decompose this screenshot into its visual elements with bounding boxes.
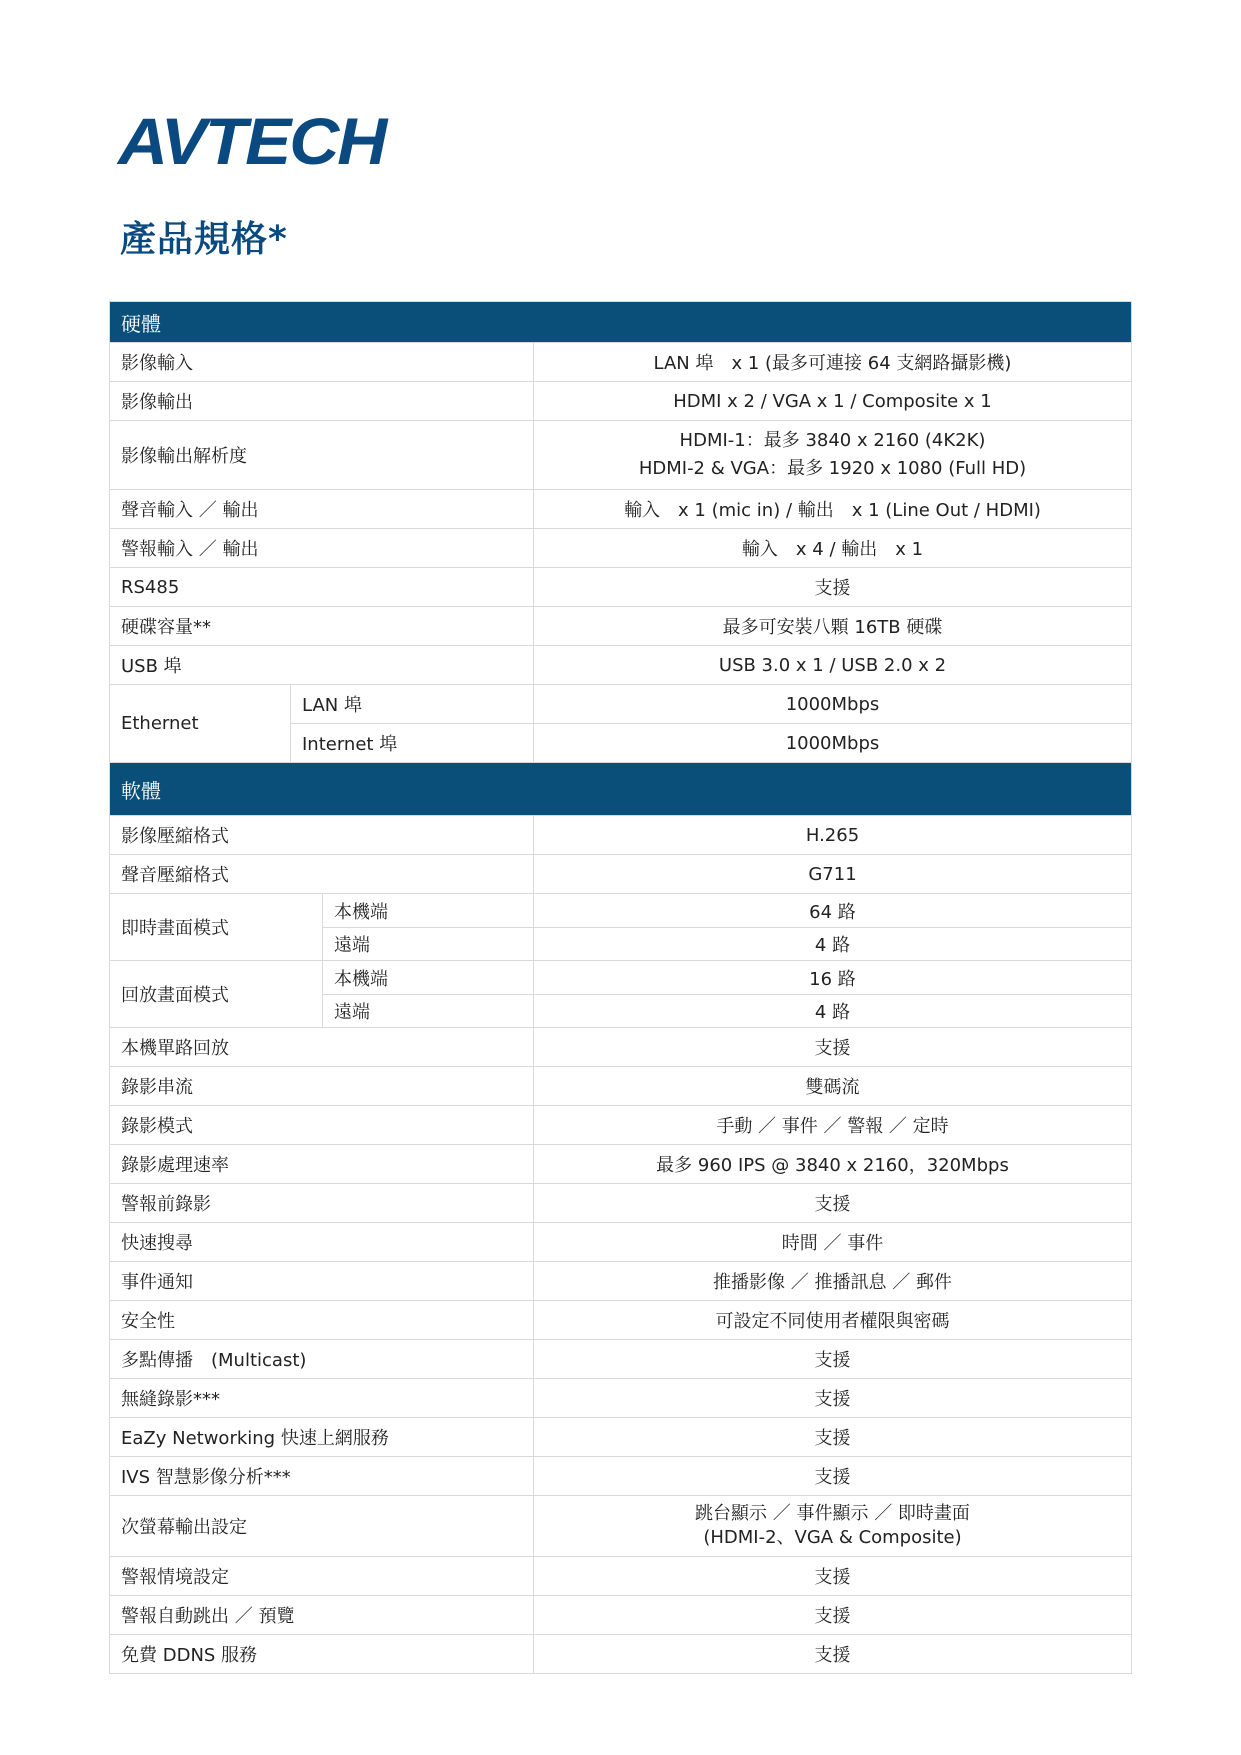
section-header-hardware	[110, 302, 1132, 343]
spec-value: 推播影像 ／ 推播訊息 ／ 郵件	[534, 1262, 1132, 1301]
spec-label: 警報前錄影	[110, 1184, 534, 1223]
spec-sublabel: 遠端	[323, 928, 534, 961]
spec-label: USB 埠	[110, 646, 534, 685]
spec-value: 支援	[534, 1596, 1132, 1635]
spec-label: 次螢幕輸出設定	[110, 1496, 534, 1557]
spec-value: 支援	[534, 1557, 1132, 1596]
spec-value: 支援	[534, 1028, 1132, 1067]
table-row	[110, 1028, 1132, 1067]
spec-value-line: (HDMI-2、VGA & Composite)	[703, 1527, 962, 1548]
section-header-software	[110, 763, 1132, 816]
spec-value: 支援	[534, 568, 1132, 607]
spec-label: 本機單路回放	[110, 1028, 534, 1067]
spec-label: 聲音輸入 ／ 輸出	[110, 490, 534, 529]
table-row	[110, 685, 1132, 724]
brand-name: AVTECH	[118, 104, 386, 178]
table-row	[110, 816, 1132, 855]
table-row	[110, 1596, 1132, 1635]
table-row	[110, 1379, 1132, 1418]
spec-label: 影像輸出	[110, 382, 534, 421]
spec-value: 支援	[534, 1418, 1132, 1457]
spec-value: 最多可安裝八顆 16TB 硬碟	[534, 607, 1132, 646]
table-row	[110, 607, 1132, 646]
spec-sublabel: LAN 埠	[291, 685, 534, 724]
avtech-logo	[118, 104, 386, 178]
table-row	[110, 1496, 1132, 1557]
spec-label: 聲音壓縮格式	[110, 855, 534, 894]
spec-label: EaZy Networking 快速上網服務	[110, 1418, 534, 1457]
spec-label: RS485	[110, 568, 534, 607]
spec-label: 即時畫面模式	[110, 894, 323, 961]
spec-value: 支援	[534, 1340, 1132, 1379]
spec-value	[534, 1496, 1132, 1557]
table-row	[110, 894, 1132, 928]
spec-value: HDMI x 2 / VGA x 1 / Composite x 1	[534, 382, 1132, 421]
spec-label: 警報情境設定	[110, 1557, 534, 1596]
spec-label: 無縫錄影***	[110, 1379, 534, 1418]
spec-label: 快速搜尋	[110, 1223, 534, 1262]
spec-value: 4 路	[534, 995, 1132, 1028]
spec-label: 警報自動跳出 ／ 預覽	[110, 1596, 534, 1635]
table-row	[110, 1340, 1132, 1379]
spec-value: 時間 ／ 事件	[534, 1223, 1132, 1262]
table-row	[110, 490, 1132, 529]
spec-value: 最多 960 IPS @ 3840 x 2160，320Mbps	[534, 1145, 1132, 1184]
table-row	[110, 529, 1132, 568]
spec-sublabel: 本機端	[323, 961, 534, 995]
table-row	[110, 382, 1132, 421]
table-row	[110, 1223, 1132, 1262]
section-title: 軟體	[110, 763, 1132, 816]
table-row	[110, 961, 1132, 995]
spec-value: 4 路	[534, 928, 1132, 961]
spec-value: 1000Mbps	[534, 685, 1132, 724]
spec-label: 免費 DDNS 服務	[110, 1635, 534, 1674]
spec-value-line: HDMI-2 & VGA：最多 1920 x 1080 (Full HD)	[638, 458, 1027, 479]
spec-value-line: 跳台顯示 ／ 事件顯示 ／ 即時畫面	[695, 1503, 970, 1524]
spec-value: G711	[534, 855, 1132, 894]
spec-label: 影像輸出解析度	[110, 421, 534, 490]
spec-value: 1000Mbps	[534, 724, 1132, 763]
spec-value: 16 路	[534, 961, 1132, 995]
spec-value: 手動 ／ 事件 ／ 警報 ／ 定時	[534, 1106, 1132, 1145]
spec-label: 錄影模式	[110, 1106, 534, 1145]
table-row	[110, 1184, 1132, 1223]
spec-value: 雙碼流	[534, 1067, 1132, 1106]
table-row	[110, 855, 1132, 894]
spec-value: USB 3.0 x 1 / USB 2.0 x 2	[534, 646, 1132, 685]
table-row	[110, 1262, 1132, 1301]
spec-value	[534, 421, 1132, 490]
table-row	[110, 1145, 1132, 1184]
table-row	[110, 421, 1132, 490]
spec-label: Ethernet	[110, 685, 291, 763]
spec-label: 錄影處理速率	[110, 1145, 534, 1184]
spec-sublabel: 本機端	[323, 894, 534, 928]
table-row	[110, 1418, 1132, 1457]
section-title: 硬體	[110, 302, 1132, 343]
spec-sublabel: Internet 埠	[291, 724, 534, 763]
table-row	[110, 1067, 1132, 1106]
table-row	[110, 1635, 1132, 1674]
spec-label: 多點傳播 (Multicast)	[110, 1340, 534, 1379]
spec-label: 安全性	[110, 1301, 534, 1340]
table-row	[110, 1301, 1132, 1340]
spec-value: 可設定不同使用者權限與密碼	[534, 1301, 1132, 1340]
spec-label: 事件通知	[110, 1262, 534, 1301]
spec-sublabel: 遠端	[323, 995, 534, 1028]
spec-value: 支援	[534, 1184, 1132, 1223]
page-title: 產品規格*	[120, 219, 288, 260]
table-row	[110, 646, 1132, 685]
table-row	[110, 1557, 1132, 1596]
spec-label: 硬碟容量**	[110, 607, 534, 646]
spec-table	[109, 301, 1132, 1674]
table-row	[110, 1457, 1132, 1496]
spec-value-line: HDMI-1：最多 3840 x 2160 (4K2K)	[679, 430, 986, 451]
spec-value: 輸入 x 1 (mic in) / 輸出 x 1 (Line Out / HDMI)	[534, 490, 1132, 529]
spec-value: 支援	[534, 1457, 1132, 1496]
spec-label: IVS 智慧影像分析***	[110, 1457, 534, 1496]
spec-value: 輸入 x 4 / 輸出 x 1	[534, 529, 1132, 568]
spec-label: 警報輸入 ／ 輸出	[110, 529, 534, 568]
spec-label: 影像壓縮格式	[110, 816, 534, 855]
table-row	[110, 568, 1132, 607]
spec-value: H.265	[534, 816, 1132, 855]
spec-value: LAN 埠 x 1 (最多可連接 64 支網路攝影機)	[534, 343, 1132, 382]
spec-value: 支援	[534, 1379, 1132, 1418]
spec-label: 錄影串流	[110, 1067, 534, 1106]
table-row	[110, 343, 1132, 382]
spec-label: 影像輸入	[110, 343, 534, 382]
spec-value: 支援	[534, 1635, 1132, 1674]
spec-label: 回放畫面模式	[110, 961, 323, 1028]
table-row	[110, 1106, 1132, 1145]
spec-value: 64 路	[534, 894, 1132, 928]
